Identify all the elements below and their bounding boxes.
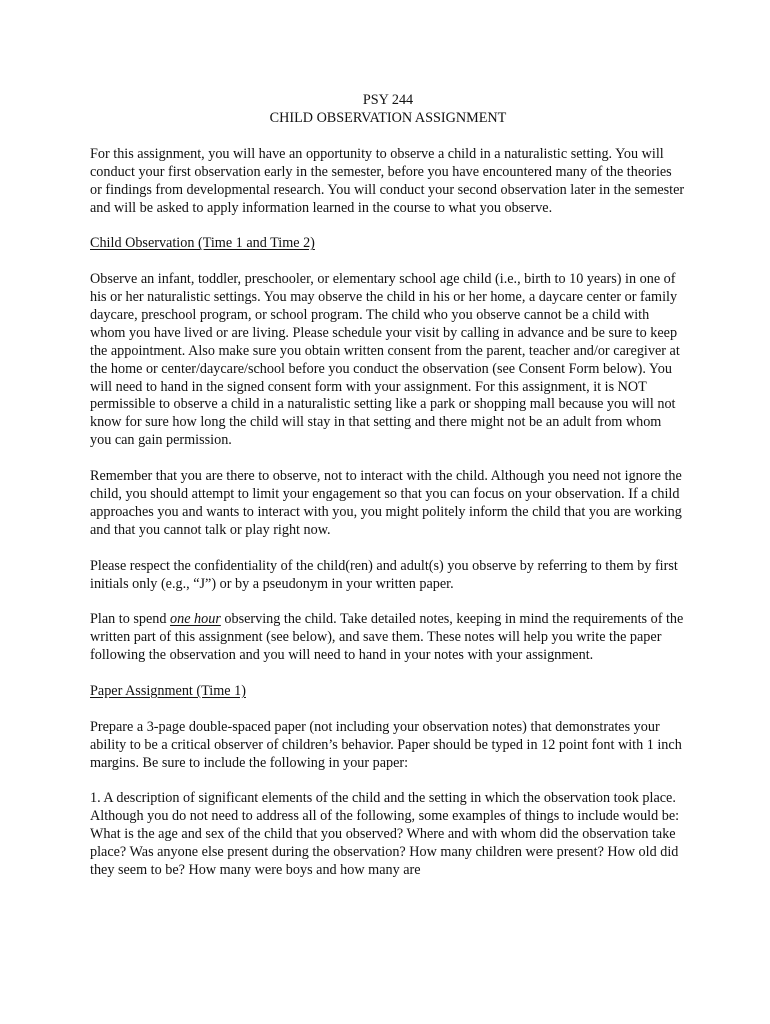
observation-duration-paragraph [90,611,686,665]
section-heading-child-observation [90,235,686,253]
observation-instructions-paragraph: Observe an infant, toddler, preschooler, or elementary school age child (i.e., birth to 10 years) in one of his or her naturalistic settings. You may observe the child in his or her home, a daycare center or family daycare, preschool program, or school program. The child who you observe cannot be a child with whom you have lived or are living. Please schedule your visit by calling in advance and be sure to keep the appointment. Also make sure you obtain written consent from the parent, teacher and/or caregiver at the home or center/daycare/school before you conduct the observation (see Consent Form below). You will need to hand in the signed consent form with your assignment. For this assignment, it is NOT permissible to observe a child in a naturalistic setting like a park or shopping mall because you will not know for sure how long the child will stay in that setting and there might not be an adult from whom you can gain permission. [90,271,680,449]
intro-paragraph: For this assignment, you will have an opportunity to observe a child in a naturalistic setting. You will conduct your first observation early in the semester, before you have encountered many of the theories or findings from developmental research. You will conduct your second observation later in the semester and will be asked to apply information learned in the course to what you observe. [90,145,685,216]
document-title: CHILD OBSERVATION ASSIGNMENT [269,109,507,126]
document-body [90,92,686,880]
section-heading-paper-assignment [90,683,686,701]
duration-text-after: observing the child. Take detailed notes, keeping in mind the requirements of the written part of this assignment (see below), and save them. These notes will help you write the paper following the observation and you will need to hand in your notes with your assignment. [90,611,684,664]
observation-behavior-paragraph: Remember that you are there to observe, not to interact with the child. Although you need not ignore the child, you should attempt to limit your engagement so that you can focus on your observation. If a child approaches you and wants to interact with you, you might politely inform the child that you are working and that you cannot talk or play right now. [90,468,682,538]
section-heading-paper-assignment-text: Paper Assignment (Time 1) [90,682,246,699]
paper-requirements-paragraph: Prepare a 3-page double-spaced paper (not including your observation notes) that demonstrates your ability to be a critical observer of children’s behavior. Paper should be typed in 12 point font with 1 inch margins. Be sure to include the following in your paper: [90,718,682,771]
duration-text-before: Plan to spend [90,611,170,628]
duration-emphasis: one hour [170,611,221,628]
paper-item-1: 1. A description of significant elements of the child and the setting in which the observation took place. Although you do not need to address all of the following, some examples of things to include would be: What is the age and sex of the child that you observed? Where and with whom did the observation take place? Was anyone else present during the observation? How many children were present? How old did they seem to be? How many were boys and how many are [90,790,680,878]
confidentiality-paragraph: Please respect the confidentiality of the child(ren) and adult(s) you observe by referring to them by first initials only (e.g., “J”) or by a pseudonym in your written paper. [90,557,678,592]
section-heading-child-observation-text: Child Observation (Time 1 and Time 2) [90,235,315,252]
course-code: PSY 244 [362,92,414,108]
